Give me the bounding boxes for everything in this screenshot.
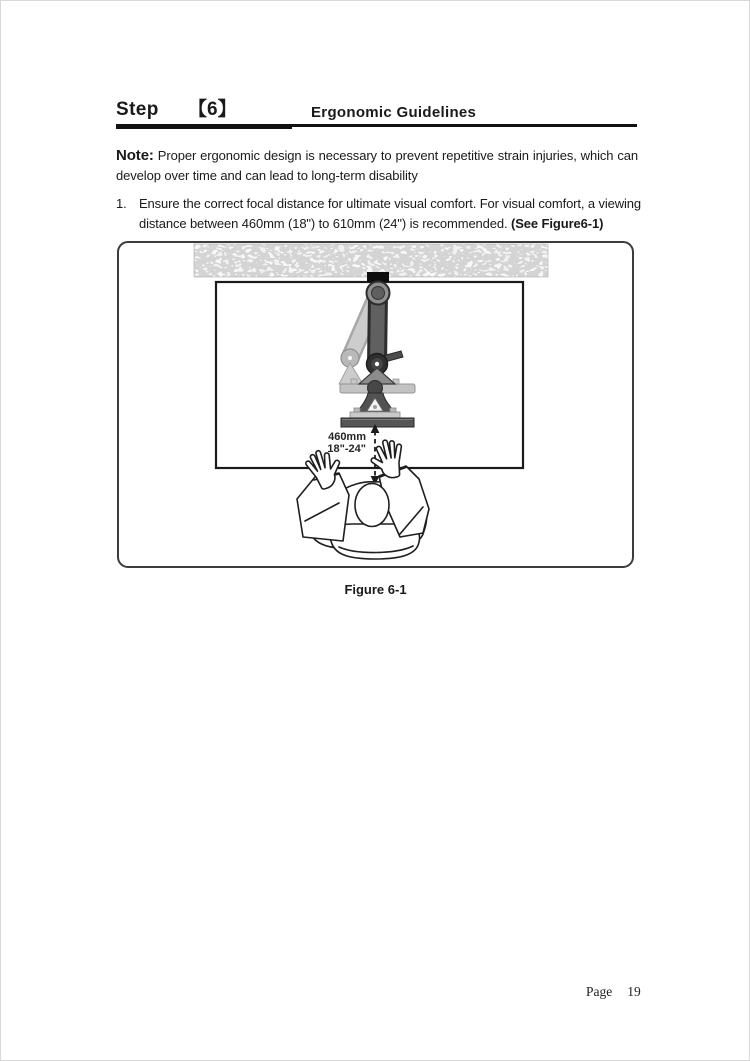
page-footer [586,984,641,1000]
step-label: Step [116,99,159,120]
note-text: Proper ergonomic design is necessary to prevent repetitive strain injuries, which can develop over time and can lead to long-term disability [116,148,639,183]
figure-6-1-diagram [117,241,634,568]
note-paragraph [116,146,638,185]
instruction-text [139,194,641,233]
instruction-item [116,194,641,233]
step-underline-rule [116,127,292,129]
figure-reference: (See Figure6-1) [510,215,604,231]
distance-label-mm: 460mm [328,431,366,443]
page-title: Ergonomic Guidelines [311,104,477,121]
instruction-number: 1. [116,196,127,211]
instruction-text-main: Ensure the correct focal distance for ultimate visual comfort. For visual comfort, a viewing distance between 460mm (18") to 610mm (24") is recommended. [139,196,641,231]
head [355,484,389,527]
figure-caption: Figure 6-1 [344,582,407,597]
step-number: 【6】 [188,99,237,120]
section-header [116,97,637,127]
distance-label-inches: 18"-24" [327,443,366,455]
page-footer-label: Page [586,984,613,999]
page-number: 19 [627,984,641,999]
note-label: Note: [116,147,154,164]
ergonomic-diagram-svg [119,243,632,566]
